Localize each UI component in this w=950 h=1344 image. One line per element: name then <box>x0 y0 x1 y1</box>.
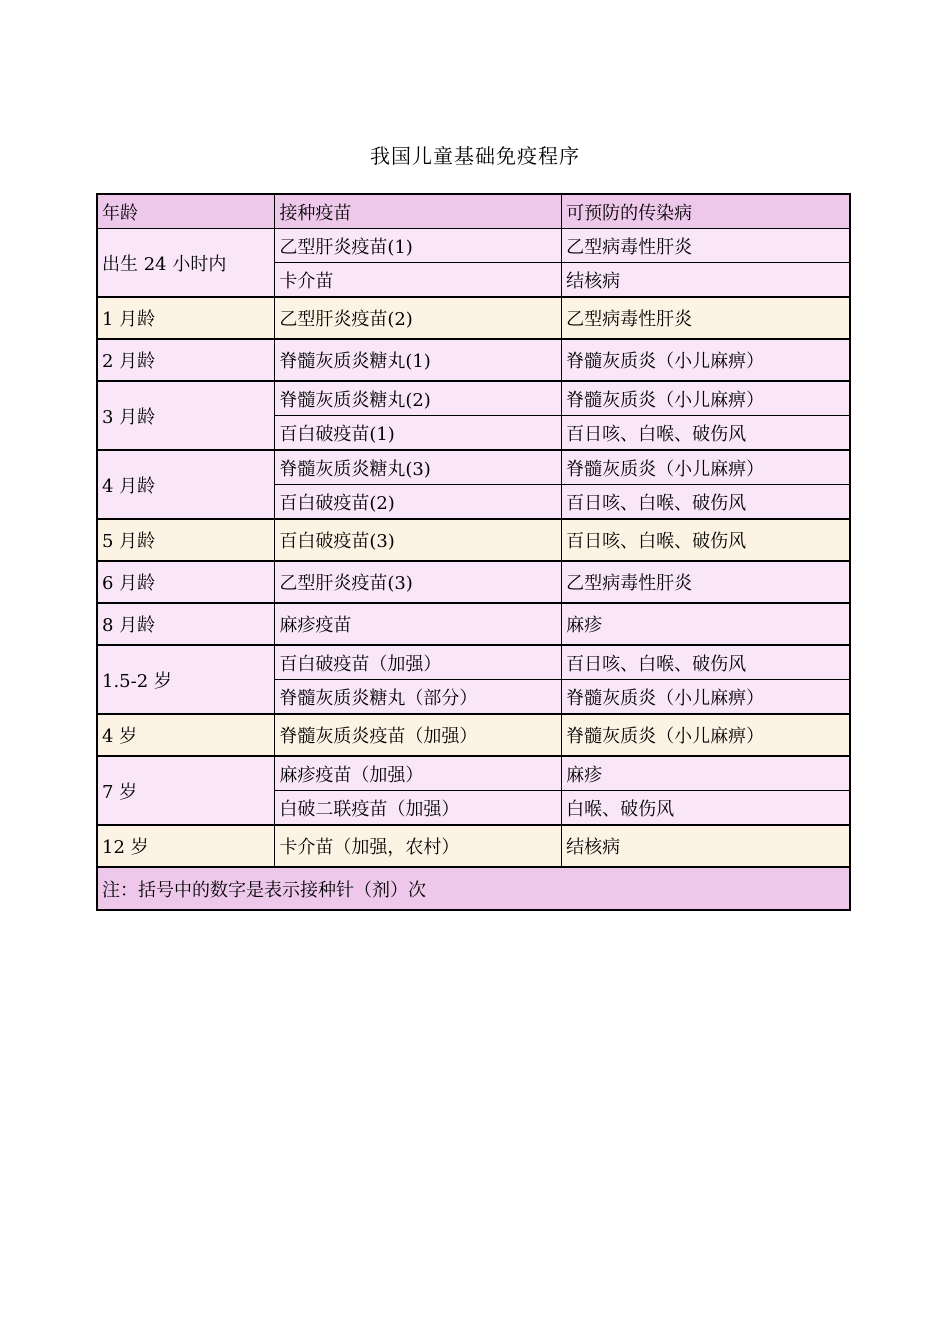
vaccine-cell: 卡介苗（加强，农村） <box>275 825 562 867</box>
table-row <box>97 229 850 263</box>
age-cell: 出生 24 小时内 <box>97 229 275 298</box>
disease-cell: 百日咳、白喉、破伤风 <box>562 519 850 561</box>
age-cell: 5 月龄 <box>97 519 275 561</box>
table-row <box>97 297 850 339</box>
age-cell: 6 月龄 <box>97 561 275 603</box>
disease-cell: 脊髓灰质炎（小儿麻痹） <box>562 680 850 715</box>
note-row <box>97 867 850 910</box>
table-header-row <box>97 194 850 229</box>
vaccine-cell: 脊髓灰质炎疫苗（加强） <box>275 714 562 756</box>
vaccine-cell: 脊髓灰质炎糖丸(2) <box>275 381 562 416</box>
disease-cell: 乙型病毒性肝炎 <box>562 229 850 263</box>
disease-cell: 麻疹 <box>562 603 850 645</box>
age-cell: 7 岁 <box>97 756 275 825</box>
table-row <box>97 756 850 791</box>
table-row <box>97 381 850 416</box>
vaccine-cell: 卡介苗 <box>275 263 562 298</box>
age-cell: 4 月龄 <box>97 450 275 519</box>
column-header-vaccine: 接种疫苗 <box>275 194 562 229</box>
vaccine-cell: 麻疹疫苗 <box>275 603 562 645</box>
age-cell: 2 月龄 <box>97 339 275 381</box>
disease-cell: 百日咳、白喉、破伤风 <box>562 416 850 451</box>
disease-cell: 结核病 <box>562 263 850 298</box>
disease-cell: 结核病 <box>562 825 850 867</box>
vaccine-cell: 脊髓灰质炎糖丸(1) <box>275 339 562 381</box>
table-row <box>97 339 850 381</box>
vaccine-cell: 百白破疫苗(1) <box>275 416 562 451</box>
vaccine-cell: 脊髓灰质炎糖丸（部分） <box>275 680 562 715</box>
vaccine-cell: 麻疹疫苗（加强） <box>275 756 562 791</box>
disease-cell: 脊髓灰质炎（小儿麻痹） <box>562 381 850 416</box>
vaccine-cell: 百白破疫苗(2) <box>275 485 562 520</box>
table-row <box>97 519 850 561</box>
disease-cell: 白喉、破伤风 <box>562 791 850 826</box>
age-cell: 1.5-2 岁 <box>97 645 275 714</box>
table-note: 注：括号中的数字是表示接种针（剂）次 <box>97 867 850 910</box>
vaccine-cell: 白破二联疫苗（加强） <box>275 791 562 826</box>
disease-cell: 脊髓灰质炎（小儿麻痹） <box>562 339 850 381</box>
vaccine-cell: 百白破疫苗(3) <box>275 519 562 561</box>
disease-cell: 乙型病毒性肝炎 <box>562 297 850 339</box>
disease-cell: 乙型病毒性肝炎 <box>562 561 850 603</box>
column-header-age: 年龄 <box>97 194 275 229</box>
vaccine-cell: 乙型肝炎疫苗(1) <box>275 229 562 263</box>
disease-cell: 脊髓灰质炎（小儿麻痹） <box>562 714 850 756</box>
disease-cell: 百日咳、白喉、破伤风 <box>562 485 850 520</box>
disease-cell: 脊髓灰质炎（小儿麻痹） <box>562 450 850 485</box>
table-row <box>97 714 850 756</box>
vaccine-cell: 乙型肝炎疫苗(3) <box>275 561 562 603</box>
table-row <box>97 561 850 603</box>
column-header-disease: 可预防的传染病 <box>562 194 850 229</box>
page-title: 我国儿童基础免疫程序 <box>370 144 580 168</box>
age-cell: 3 月龄 <box>97 381 275 450</box>
age-cell: 1 月龄 <box>97 297 275 339</box>
table-row <box>97 450 850 485</box>
vaccine-cell: 乙型肝炎疫苗(2) <box>275 297 562 339</box>
vaccine-cell: 脊髓灰质炎糖丸(3) <box>275 450 562 485</box>
disease-cell: 麻疹 <box>562 756 850 791</box>
table-row <box>97 603 850 645</box>
vaccine-cell: 百白破疫苗（加强） <box>275 645 562 680</box>
disease-cell: 百日咳、白喉、破伤风 <box>562 645 850 680</box>
age-cell: 12 岁 <box>97 825 275 867</box>
immunization-table <box>96 193 851 911</box>
table-row <box>97 645 850 680</box>
table-row <box>97 825 850 867</box>
age-cell: 4 岁 <box>97 714 275 756</box>
age-cell: 8 月龄 <box>97 603 275 645</box>
